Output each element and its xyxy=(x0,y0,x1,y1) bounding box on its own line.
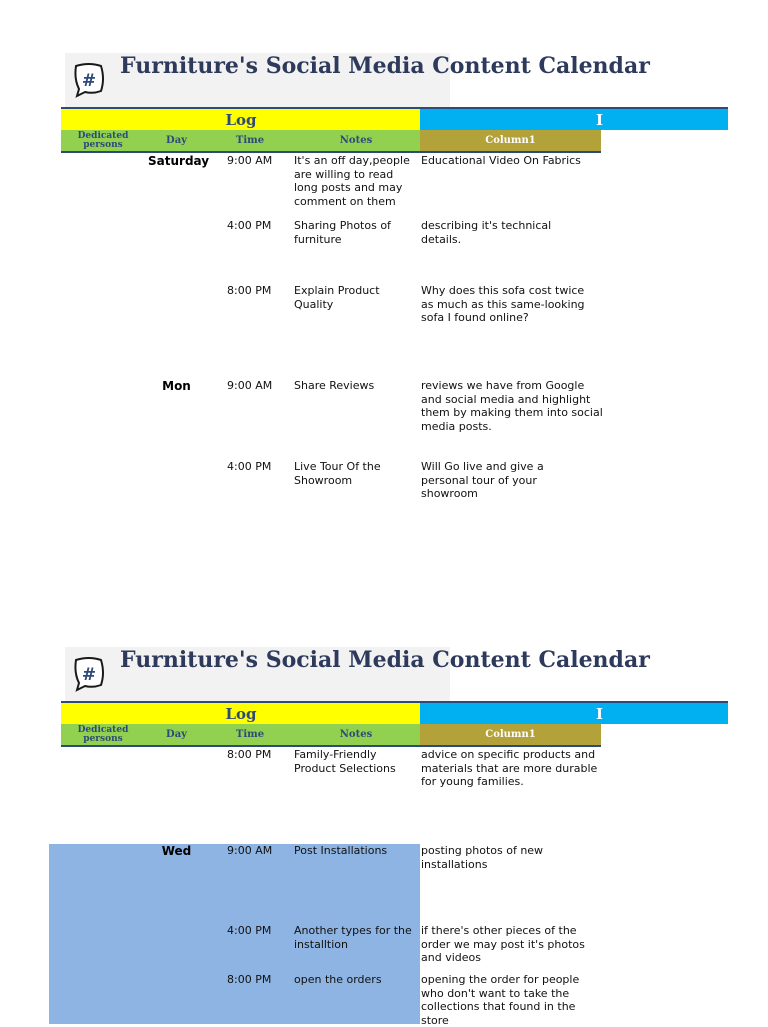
blue-band: I xyxy=(420,701,728,724)
header-column1[interactable]: Column1 xyxy=(420,130,601,153)
page-title: Furniture's Social Media Content Calendar xyxy=(120,53,650,79)
header-day[interactable]: Day xyxy=(145,130,208,153)
title-block xyxy=(65,53,650,107)
title-block xyxy=(65,647,650,701)
column1-cell: Will Go live and give a personal tour of your showroom xyxy=(421,460,544,500)
notes-cell: It's an off day,people are willing to read long posts and may comment on them xyxy=(294,154,410,208)
time-cell: 9:00 AM xyxy=(227,844,273,857)
time-cell: 4:00 PM xyxy=(227,219,272,232)
time-cell: 8:00 PM xyxy=(227,284,272,297)
column1-cell: describing it's technical details. xyxy=(421,219,552,246)
notes-cell: Share Reviews xyxy=(294,379,375,392)
column1-cell: Educational Video On Fabrics xyxy=(421,154,581,167)
notes-cell: Another types for the installtion xyxy=(294,924,412,951)
notes-cell: Live Tour Of the Showroom xyxy=(294,460,381,487)
day-cell: Wed xyxy=(161,844,192,858)
calendar-page-1 xyxy=(0,53,768,573)
time-cell: 8:00 PM xyxy=(227,748,272,761)
header-notes[interactable]: Notes xyxy=(292,130,420,153)
column1-cell: posting photos of new installations xyxy=(421,844,544,871)
time-cell: 9:00 AM xyxy=(227,154,273,167)
blue-band: I xyxy=(420,107,728,130)
page-title: Furniture's Social Media Content Calendar xyxy=(120,647,650,673)
day-cell: Mon xyxy=(162,379,191,393)
svg-text:#: # xyxy=(81,71,97,91)
column1-cell: opening the order for people who don't want to take the collections that found in the store xyxy=(421,973,580,1027)
notes-cell: Post Installations xyxy=(294,844,388,857)
log-band: Log xyxy=(61,701,421,724)
hashtag-speech-bubble-icon xyxy=(71,61,107,99)
time-cell: 8:00 PM xyxy=(227,973,272,986)
time-cell: 4:00 PM xyxy=(227,460,272,473)
header-time[interactable]: Time xyxy=(208,724,292,747)
header-day[interactable]: Day xyxy=(145,724,208,747)
header-column1[interactable]: Column1 xyxy=(420,724,601,747)
column1-cell: Why does this sofa cost twice as much as this same-looking sofa I found online? xyxy=(421,284,585,324)
header-dedicated-persons[interactable]: Dedicated persons xyxy=(61,130,145,153)
time-cell: 4:00 PM xyxy=(227,924,272,937)
header-time[interactable]: Time xyxy=(208,130,292,153)
svg-text:#: # xyxy=(81,665,97,685)
notes-cell: Sharing Photos of furniture xyxy=(294,219,391,246)
column1-cell: if there's other pieces of the order we may post it's photos and videos xyxy=(421,924,585,964)
notes-cell: open the orders xyxy=(294,973,382,986)
day-cell: Saturday xyxy=(148,154,210,168)
notes-cell: Explain Product Quality xyxy=(294,284,380,311)
column1-cell: reviews we have from Google and social media and highlight them by making them into social media posts. xyxy=(421,379,603,433)
notes-cell: Family-Friendly Product Selections xyxy=(294,748,396,775)
log-band: Log xyxy=(61,107,421,130)
column1-cell: advice on specific products and materials that are more durable for young families. xyxy=(421,748,598,788)
header-notes[interactable]: Notes xyxy=(292,724,420,747)
calendar-page-2 xyxy=(0,647,768,1027)
hashtag-speech-bubble-icon xyxy=(71,655,107,693)
header-dedicated-persons[interactable]: Dedicated persons xyxy=(61,724,145,747)
time-cell: 9:00 AM xyxy=(227,379,273,392)
